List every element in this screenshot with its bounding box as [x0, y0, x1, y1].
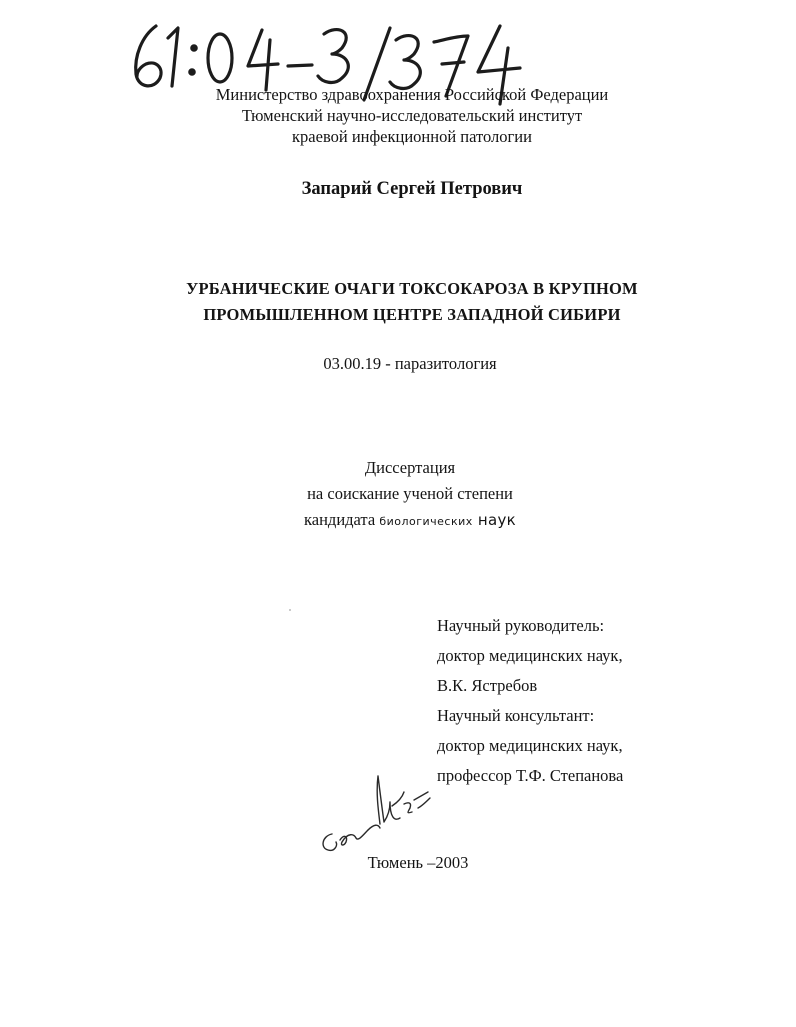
author-name: Запарий Сергей Петрович [301, 179, 523, 199]
paper-speck [289, 609, 291, 611]
degree-name [12, 507, 796, 535]
supervisors-block [437, 611, 623, 791]
dissertation-title [14, 276, 796, 328]
consultant-name: профессор Т.Ф. Степанова [437, 766, 624, 785]
supervisor-role: Научный руководитель: [437, 616, 605, 635]
handwritten-signature [318, 772, 448, 862]
institute-name: Тюменский научно-исследовательский институт [241, 106, 583, 125]
degree-field-typed: биологических [379, 515, 473, 528]
ministry-name: Министерство здравоохранения Российской Федерации [215, 85, 609, 104]
institute-name-cont: краевой инфекционной патологии [292, 127, 532, 146]
institution-block [14, 84, 796, 147]
consultant-degree: доктор медицинских наук, [437, 736, 623, 755]
degree-purpose: на соискание ученой степени [307, 484, 513, 503]
title-line-1: УРБАНИЧЕСКИЕ ОЧАГИ ТОКСОКАРОЗА В КРУПНОМ [186, 279, 638, 298]
degree-suffix-typed: наук [472, 511, 516, 529]
supervisor-degree: доктор медицинских наук, [437, 646, 623, 665]
degree-prefix: кандидата [304, 510, 376, 529]
title-line-2: ПРОМЫШЛЕННОМ ЦЕНТРЕ ЗАПАДНОЙ СИБИРИ [203, 305, 621, 324]
consultant-role: Научный консультант: [437, 706, 595, 725]
degree-block [12, 455, 796, 535]
dissertation-label: Диссертация [364, 458, 456, 477]
supervisor-name: В.К. Ястребов [437, 676, 538, 695]
specialty-code: 03.00.19 - паразитология [323, 354, 497, 373]
city-and-year: Тюмень –2003 [367, 853, 469, 872]
